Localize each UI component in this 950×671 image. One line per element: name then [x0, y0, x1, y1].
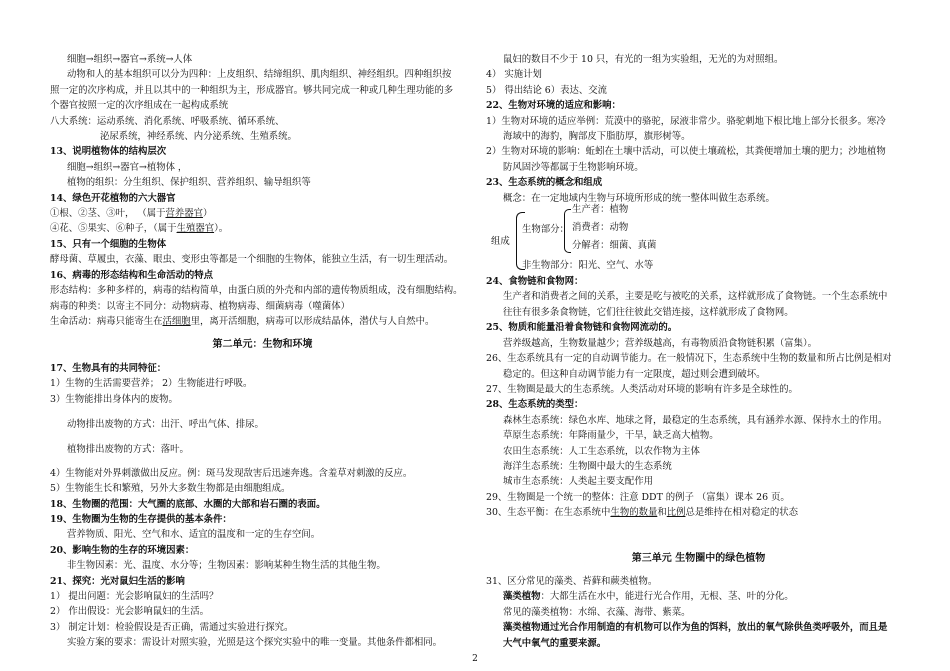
item-heading: 20、影响生物的生存的环境因素： — [50, 544, 195, 556]
text-line: 营养物质、阳光、空气和水、适宜的温度和一定的生存空间。 — [67, 529, 321, 541]
text-line: ①根、②茎、③叶， （属于营养器官） — [50, 208, 213, 220]
text-line: 1）生物对环境的适应举例：荒漠中的骆驼，尿液非常少。骆驼刺地下根比地上部分长很多。寒冷 — [486, 115, 886, 127]
text-line: 大气中氧气的重要来源。 — [503, 637, 607, 649]
text-line: 概念：在一定地域内生物与环境所形成的统一整体叫做生态系统。 — [503, 192, 775, 204]
text-line: 26、生态系统具有一定的自动调节能力。在一般情况下，生态系统中生物的数量和所占比例是相对 — [486, 353, 892, 365]
text-line: 生命活动：病毒只能寄生在活细胞里，离开活细胞，病毒可以形成结晶体，潜伏与人自然中。 — [50, 315, 435, 327]
text-line: 非生物因素：光、温度、水分等；生物因素：影响某种生物生活的其他生物。 — [67, 560, 386, 572]
text-line: 4）生物能对外界刺激做出反应。例：斑马发现敌害后迅速奔逃。含羞草对刺激的反应。 — [50, 467, 413, 479]
text-line: 2） 作出假设：光会影响鼠妇的生活。 — [50, 606, 209, 618]
text-line: 细胞→组织→器官→系统→人体 — [67, 54, 193, 65]
text-line: 动物和人的基本组织可以分为四种：上皮组织、结缔组织、肌肉组织、神经组织。四种组织按 — [67, 69, 452, 81]
text-line: 形态结构：多种多样的，病毒的结构简单，由蛋白质的外壳和内部的遗传物质组成，没有细胞结构。 — [50, 285, 463, 297]
text-line: 营养级越高，生物数量越少；营养级越高，有毒物质沿食物链积累（富集）。 — [503, 337, 818, 349]
text-line: 动物排出废物的方式：出汗、呼出气体、排尿。 — [67, 418, 264, 430]
item-heading: 15、只有一个细胞的生物体 — [50, 238, 167, 250]
text-line: 2）生物对环境的影响：蚯蚓在土壤中活动，可以使土壤疏松，其粪便增加土壤的肥力；沙地植物 — [486, 146, 886, 158]
text-line: 照一定的次序构成，并且以其中的一种组织为主，形成器官。够共同完成一种或几种生理功能的多 — [50, 84, 454, 96]
text-line: 4） 实施计划 — [486, 69, 542, 81]
item-heading: 18、生物圈的范围：大气圈的底部、水圈的大部和岩石圈的表面。 — [50, 498, 326, 510]
text-line: 森林生态系统：绿色水库、地球之肾，最稳定的生态系统，具有涵养水源、保持水土的作用。 — [503, 414, 888, 426]
text-line: 藻类植物：大都生活在水中，能进行光合作用，无根、茎、叶的分化。 — [503, 591, 794, 603]
left-column — [50, 52, 475, 651]
item-heading: 13、说明植物体的结构层次 — [50, 146, 167, 158]
decomposer-label: 分解者：细菌、真菌 — [572, 240, 657, 252]
text-line: 5） 得出结论 6）表达、交流 — [486, 84, 608, 96]
underlined-term: 比例 — [666, 507, 686, 519]
text-line: 稳定的。但这种自动调节能力有一定限度，超过则会遭到破坏。 — [503, 368, 766, 380]
bold-term: 藻类植物 — [503, 591, 541, 603]
item-heading: 21、探究：光对鼠妇生活的影响 — [50, 575, 185, 587]
page-number: 2 — [472, 654, 478, 664]
text-line: 实验方案的要求：需设计对照实验，光照是这个探究实验中的唯一变量。其他条件都相同。 — [67, 637, 443, 649]
item-heading: 24、食物链和食物网： — [486, 276, 584, 288]
text-line: 藻类植物通过光合作用制造的有机物可以作为鱼的饵料，放出的氧气除供鱼类呼吸外，而且是 — [503, 622, 888, 634]
text-line: 1）生物的生活需要营养； 2）生物能进行呼吸。 — [50, 378, 253, 390]
item-heading: 16、病毒的形态结构和生命活动的特点 — [50, 269, 214, 281]
item-heading: 14、绿色开花植物的六大器官 — [50, 192, 176, 204]
item-heading: 23、生态系统的概念和组成 — [486, 177, 603, 189]
text-line: 3） 制定计划：检验假设是否正确，需通过实验进行探究。 — [50, 621, 294, 633]
text-line: 个器官按照一定的次序组成在一起构成系统 — [50, 100, 229, 112]
underlined-term: 生物的数量 — [610, 507, 658, 519]
abiotic-part-label: 非生物部分：阳光、空气、水等 — [522, 260, 654, 272]
ecosystem-composition-diagram — [486, 204, 911, 272]
text-line: 城市生态系统：人类起主要支配作用 — [503, 476, 654, 488]
text-line: 植物排出废物的方式：落叶。 — [67, 444, 189, 456]
text-line: 30、生态平衡：在生态系统中生物的数量和比例总是维持在相对稳定的状态 — [486, 507, 798, 519]
item-heading: 25、物质和能量沿着食物链和食物网流动的。 — [486, 322, 678, 334]
text-line: 病毒的种类：以寄主不同分：动物病毒、植物病毒、细菌病毒（噬菌体） — [50, 300, 351, 312]
item-heading: 22、生物对环境的适应和影响： — [486, 100, 621, 112]
text-line: 八大系统：运动系统、消化系统、呼吸系统、循环系统、 — [50, 115, 285, 127]
text-line: 海域中的海豹，胸部皮下脂肪厚，旗形树等。 — [503, 131, 691, 143]
text-line: 细胞→组织→器官→植物体 ， — [67, 161, 188, 173]
underlined-term: 活细胞 — [162, 315, 191, 327]
composition-label: 组成 — [491, 236, 510, 248]
text-line: 酵母菌、草履虫，衣藻、眼虫、变形虫等都是一个细胞的生物体，能独立生活，有一切生理活动。 — [50, 254, 454, 266]
right-column — [486, 52, 911, 651]
text-line: 海洋生态系统：生物圈中最大的生态系统 — [503, 460, 672, 472]
item-heading: 28、生态系统的类型： — [486, 399, 584, 411]
unit-heading: 第二单元：生物和环境 — [212, 339, 313, 351]
inner-brace — [564, 209, 571, 253]
item-heading: 17、生物具有的共同特征： — [50, 362, 167, 374]
text-line: 31、区分常见的藻类、苔藓和蕨类植物。 — [486, 575, 658, 587]
text-line: 农田生态系统：人工生态系统，以农作物为主体 — [503, 445, 700, 457]
text-line: 植物的组织：分生组织、保护组织、营养组织、输导组织等 — [67, 177, 311, 189]
text-line: 3）生物能排出身体内的废物。 — [50, 393, 178, 405]
unit-heading: 第三单元 生物圈中的绿色植物 — [631, 552, 766, 564]
text-line: 生产者和消费者之间的关系，主要是吃与被吃的关系，这样就形成了食物链。一个生态系统中 — [503, 291, 888, 303]
text-line: ④花、⑤果实、⑥种子，（属于生殖器官）。 — [50, 223, 229, 235]
text-line: 往往有很多条食物链，它们往往彼此交错连接，这样就形成了食物网。 — [503, 306, 794, 318]
consumer-label: 消费者：动物 — [572, 222, 629, 234]
text-line: 常见的藻类植物：水绵、衣藻、海带、紫菜。 — [503, 606, 691, 618]
text-line: 草原生态系统：年降雨量少，干旱，缺乏高大植物。 — [503, 430, 719, 442]
item-heading: 19、生物圈为生物的生存提供的基本条件： — [50, 513, 232, 525]
text-line: 泌尿系统，神经系统、内分泌系统、生殖系统。 — [100, 131, 297, 143]
text-line: 防风固沙等都属于生物影响环境。 — [503, 161, 644, 173]
text-line: 鼠妇的数目不少于 10 只，有光的一组为实验组，无光的为对照组。 — [503, 54, 784, 65]
biotic-part-label: 生物部分： — [522, 224, 569, 236]
underlined-term: 营养器官 — [165, 208, 203, 220]
text-line: 5）生物能生长和繁殖，另外大多数生物都是由细胞组成。 — [50, 483, 291, 495]
producer-label: 生产者：植物 — [572, 204, 629, 216]
text-line: 1） 提出问题：光会影响鼠妇的生活吗？ — [50, 591, 219, 602]
text-line: 27、生物圈是最大的生态系统。人类活动对环境的影响有许多是全球性的。 — [486, 383, 798, 395]
text-line: 29、生物圈是一个统一的整体：注意 DDT 的例子 （富集）课本 26 页。 — [486, 491, 790, 503]
underlined-term: 生殖器官 — [176, 223, 215, 235]
